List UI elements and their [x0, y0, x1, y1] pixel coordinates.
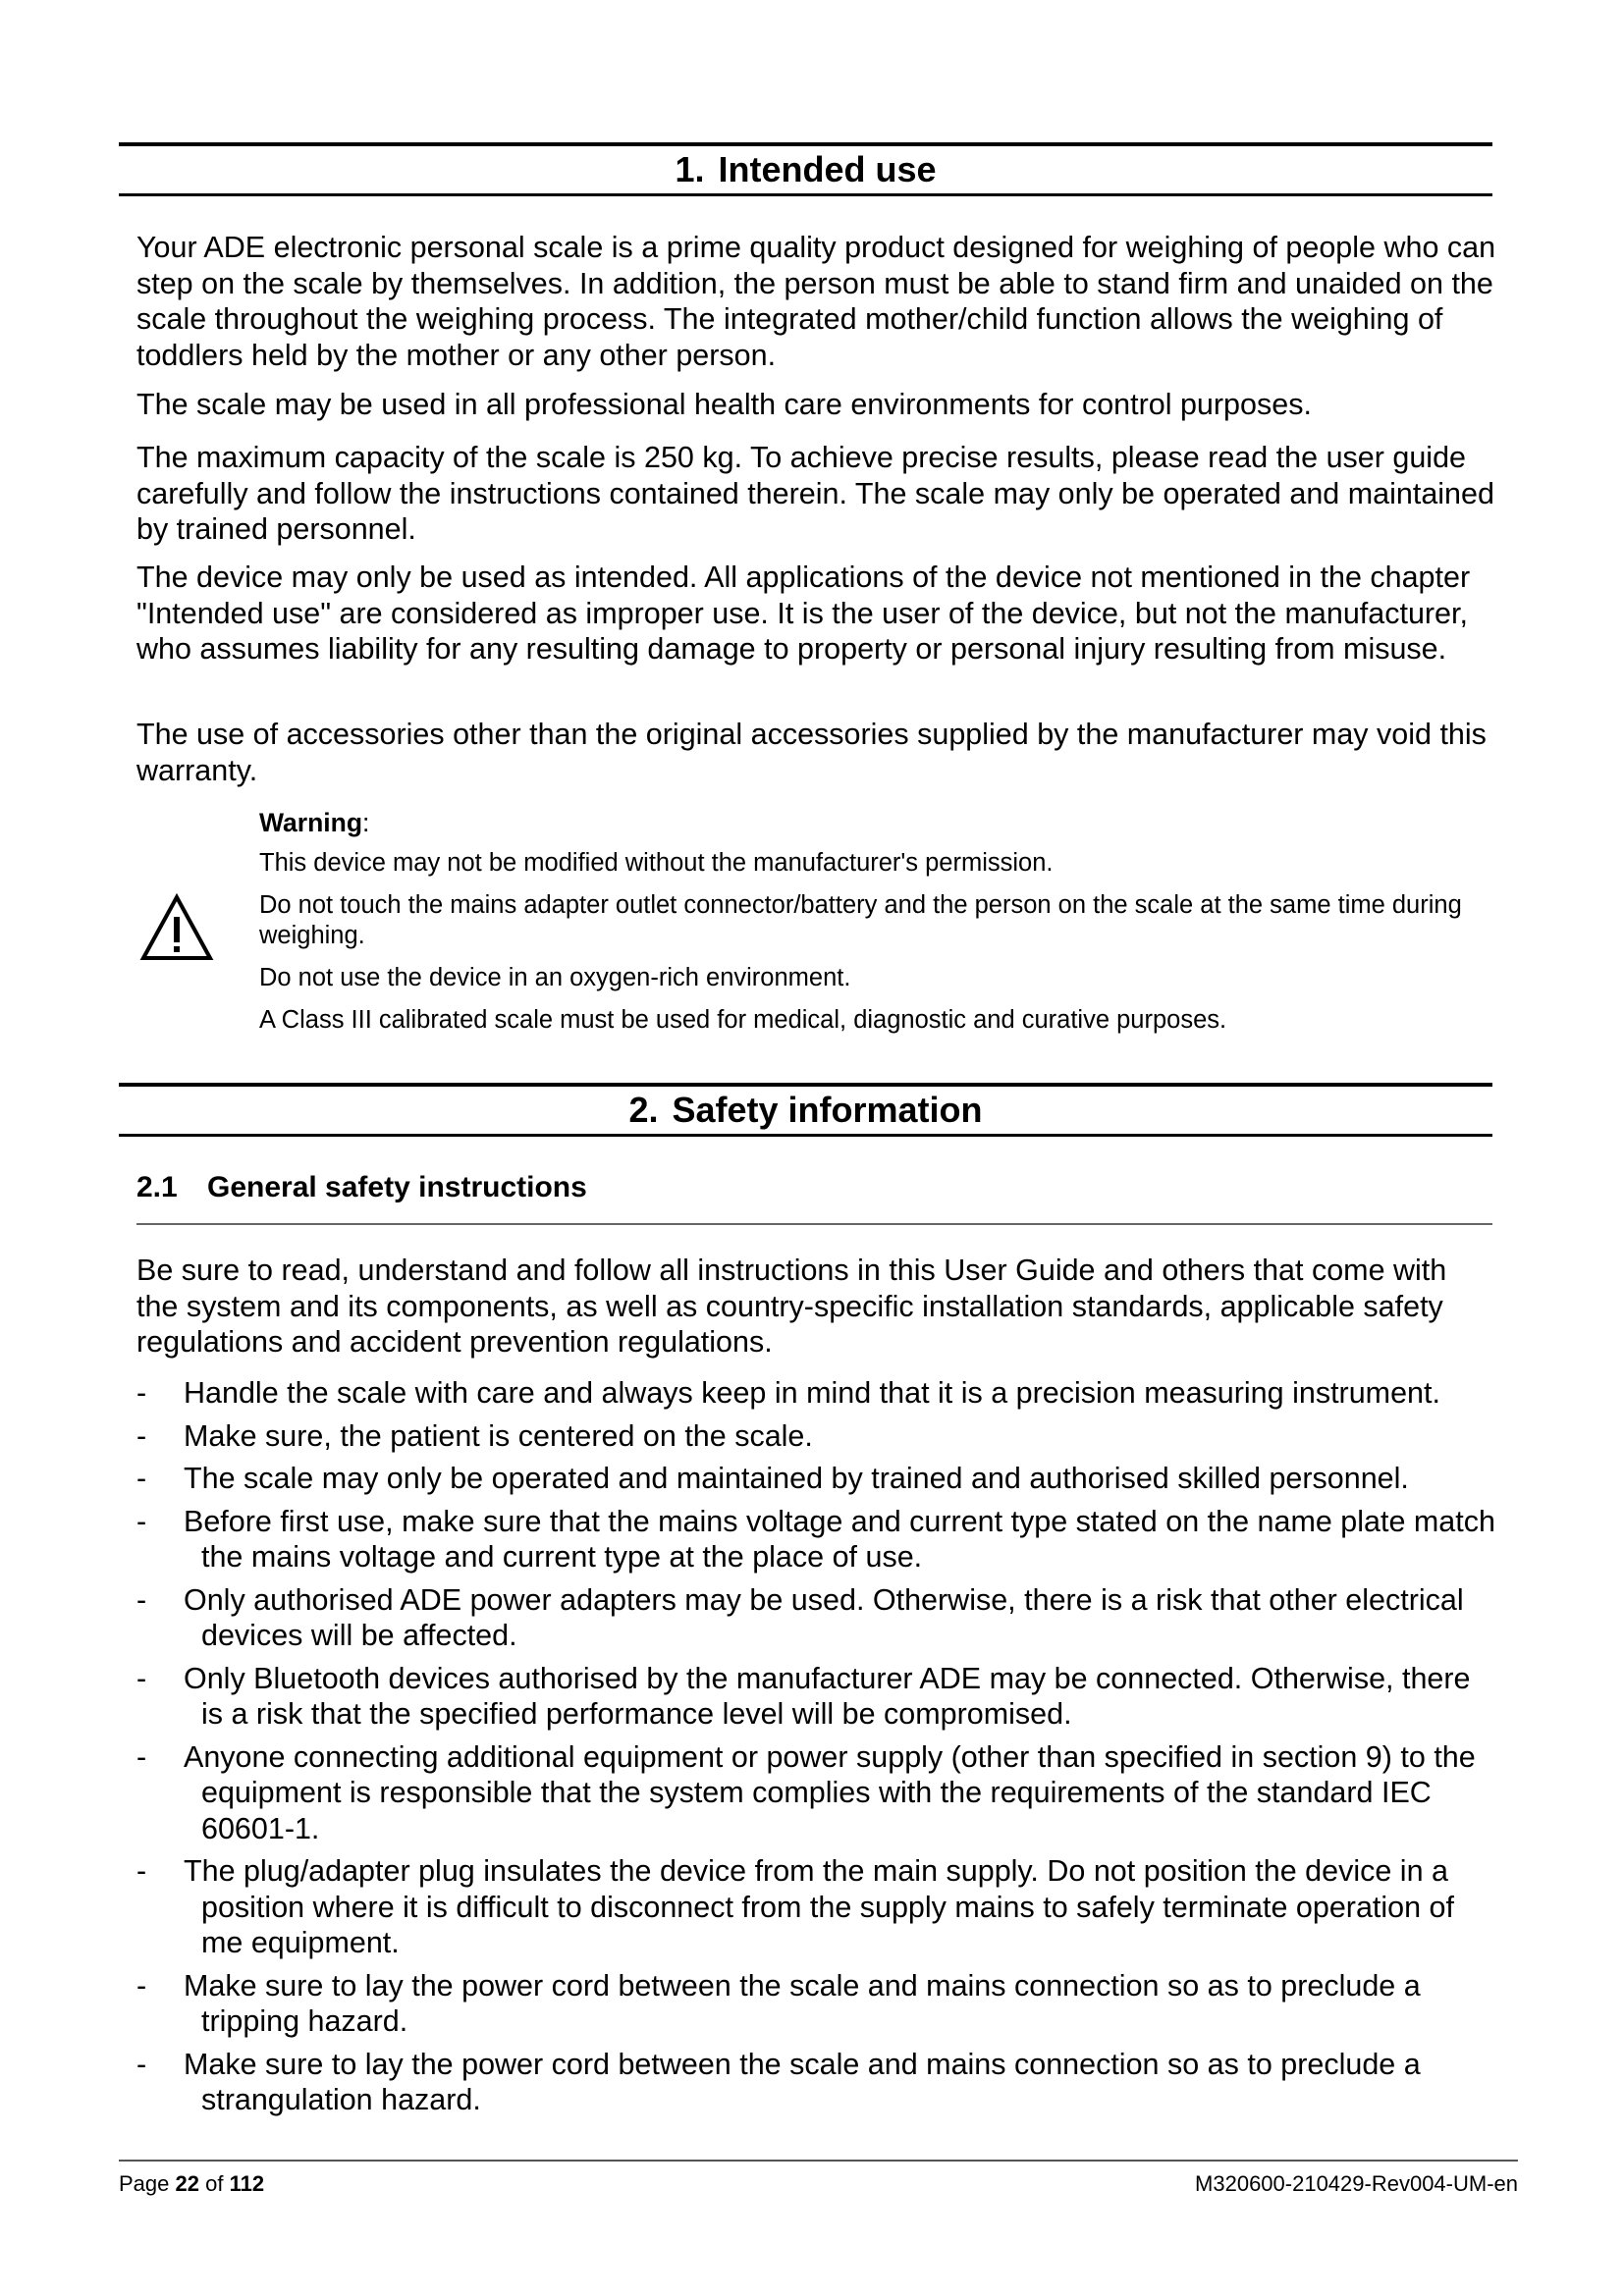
bullet-text: Make sure to lay the power cord between the scale and mains connection so as to preclude a tripping hazard.	[184, 1968, 1421, 2038]
bullet-marker: -	[136, 1854, 147, 1888]
bullet-text: The scale may only be operated and maintained by trained and authorised skilled personnel.	[184, 1462, 1409, 1495]
section-title: General safety instructions	[207, 1171, 587, 1203]
bullet-text: Handle the scale with care and always keep in mind that it is a precision measuring instrument.	[184, 1376, 1440, 1410]
bullet-marker: -	[136, 1504, 147, 1538]
warning-title-text: Warning	[259, 808, 363, 837]
warning-title-colon: :	[362, 808, 370, 837]
list-item	[136, 1375, 1496, 1412]
bullet-text: The plug/adapter plug insulates the device from the main supply. Do not position the device in a position where it is difficult to disconnect from the supply mains to safely terminate operation of me equipment.	[184, 1854, 1454, 1959]
chapter-2-heading	[119, 1083, 1492, 1137]
page-of: of	[205, 2171, 224, 2196]
bullet-text: Anyone connecting additional equipment or power supply (other than specified in section 9) to the equipment is responsible that the system complies with the requirements of the standard IEC 60601-1.	[184, 1739, 1476, 1845]
warning-block	[259, 808, 1496, 1047]
page-footer	[119, 2160, 1518, 2198]
section-number: 2.1	[136, 1171, 178, 1203]
bullet-text: Only authorised ADE power adapters may be used. Otherwise, there is a risk that other electrical devices will be affected.	[184, 1582, 1464, 1652]
section-2-1-heading	[136, 1168, 1492, 1225]
list-item	[136, 1661, 1496, 1733]
warning-title	[259, 808, 1496, 838]
chapter-2-number: 2.	[628, 1090, 659, 1130]
bullet-marker: -	[136, 1376, 147, 1410]
warning-line-2: Do not touch the mains adapter outlet connector/battery and the person on the scale at the same time during weighing.	[259, 891, 1462, 949]
list-item	[136, 1739, 1496, 1847]
page-total: 112	[229, 2171, 265, 2196]
bullet-marker: -	[136, 1739, 147, 1774]
chapter-2-title: Safety information	[672, 1090, 983, 1130]
list-item	[136, 1968, 1496, 2040]
list-item	[136, 1853, 1496, 1961]
bullet-marker: -	[136, 1661, 147, 1695]
bullet-text: Only Bluetooth devices authorised by the manufacturer ADE may be connected. Otherwise, there is a risk that the specified performance level will be compromised.	[184, 1661, 1471, 1731]
bullet-marker: -	[136, 1418, 147, 1453]
safety-intro-paragraph: Be sure to read, understand and follow all instructions in this User Guide and others that come with the system and its components, as well as country-specific installation standards, applicable safety regulations and accident prevention regulations.	[136, 1254, 1447, 1359]
bullet-marker: -	[136, 1582, 147, 1617]
warning-line-1: This device may not be modified without the manufacturer's permission.	[259, 849, 1054, 877]
chapter-1-title: Intended use	[718, 149, 937, 189]
chapter-1-number: 1.	[675, 149, 705, 189]
intended-use-paragraph-2: The scale may be used in all professional health care environments for control purposes.	[136, 388, 1312, 421]
list-item	[136, 1418, 1496, 1455]
document-id: M320600-210429-Rev004-UM-en	[1195, 2171, 1518, 2196]
list-item	[136, 1461, 1496, 1497]
page-current: 22	[175, 2171, 199, 2196]
bullet-text: Make sure, the patient is centered on the scale.	[184, 1418, 813, 1453]
intended-use-paragraph-3: The maximum capacity of the scale is 250 kg. To achieve precise results, please read the user guide carefully and follow the instructions contained therein. The scale may only be operated and maintained by trained personnel.	[136, 441, 1494, 546]
warning-triangle-icon	[139, 893, 214, 962]
bullet-text: Make sure to lay the power cord between the scale and mains connection so as to preclude a strangulation hazard.	[184, 2047, 1421, 2116]
bullet-text: Before first use, make sure that the mains voltage and current type stated on the name plate match the mains voltage and current type at the place of use.	[184, 1504, 1495, 1574]
safety-bullet-list	[136, 1375, 1496, 2125]
chapter-1-heading	[119, 142, 1492, 196]
list-item	[136, 1504, 1496, 1575]
warning-line-3: Do not use the device in an oxygen-rich environment.	[259, 964, 851, 991]
intended-use-paragraph-1: Your ADE electronic personal scale is a prime quality product designed for weighing of people who can step on the scale by themselves. In addition, the person must be able to stand firm and unaided on the scale throughout the weighing process. The integrated mother/child function allows the weighing of toddlers held by the mother or any other person.	[136, 231, 1496, 372]
intended-use-paragraph-5: The use of accessories other than the original accessories supplied by the manufacturer may void this warranty.	[136, 718, 1487, 787]
list-item	[136, 2047, 1496, 2118]
bullet-marker: -	[136, 2047, 147, 2081]
page-number	[119, 2170, 264, 2198]
bullet-marker: -	[136, 1968, 147, 2002]
warning-line-4: A Class III calibrated scale must be used for medical, diagnostic and curative purposes.	[259, 1006, 1227, 1034]
bullet-marker: -	[136, 1462, 147, 1495]
intended-use-paragraph-4: The device may only be used as intended. All applications of the device not mentioned in the chapter "Intended use" are considered as improper use. It is the user of the device, but not the manufacturer, who assumes liability for any resulting damage to property or personal injury resulting from misuse.	[136, 561, 1471, 666]
page-prefix: Page	[119, 2171, 170, 2196]
list-item	[136, 1582, 1496, 1654]
